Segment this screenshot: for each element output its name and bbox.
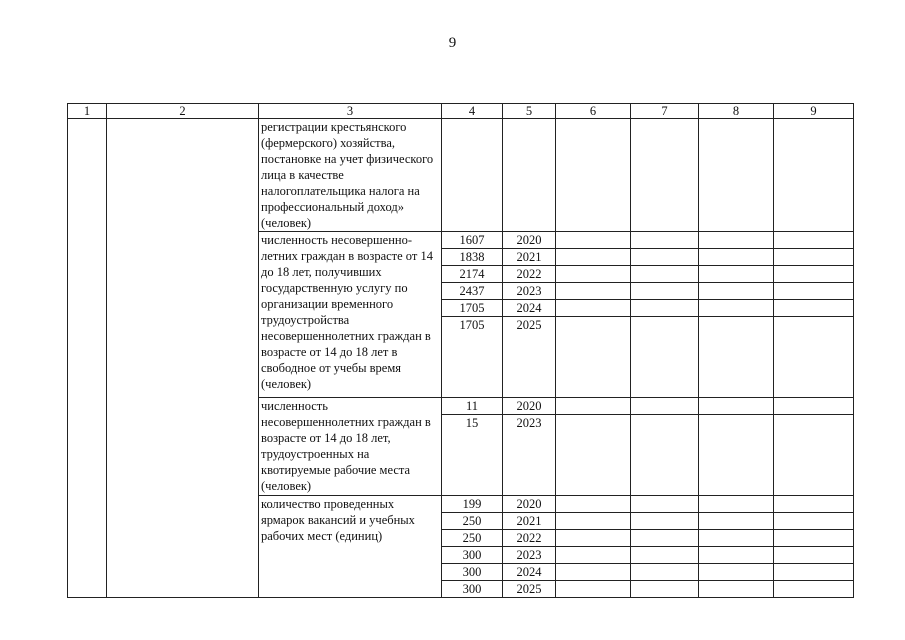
empty-cell (631, 496, 699, 513)
empty-cell (699, 415, 774, 496)
indicator-year: 2025 (503, 317, 556, 398)
indicator-value: 300 (442, 564, 503, 581)
indicator-value: 250 (442, 513, 503, 530)
empty-cell (774, 398, 854, 415)
empty-cell (556, 513, 631, 530)
empty-cell (699, 119, 774, 232)
empty-cell (556, 300, 631, 317)
empty-cell (556, 232, 631, 249)
indicator-year: 2025 (503, 581, 556, 598)
empty-cell (631, 249, 699, 266)
column-header-row (68, 104, 854, 119)
indicator-value: 2174 (442, 266, 503, 283)
empty-cell (774, 266, 854, 283)
table-row (68, 119, 854, 232)
empty-cell (631, 266, 699, 283)
empty-cell (699, 564, 774, 581)
indicator-value: 199 (442, 496, 503, 513)
column-header-6: 6 (556, 104, 631, 119)
column-header-9: 9 (774, 104, 854, 119)
empty-cell (556, 119, 631, 232)
empty-cell (774, 232, 854, 249)
empty-cell (556, 496, 631, 513)
indicator-text: численность несовершенно-летних граждан в возрасте от 14 до 18 лет, получивших государственную услугу по организации временного трудоустройства несовершеннолетних граждан в возрасте от 14 до 18 лет в свободное от учебы время (человек) (259, 232, 442, 398)
column-header-7: 7 (631, 104, 699, 119)
empty-cell (699, 581, 774, 598)
empty-cell (774, 496, 854, 513)
indicator-year: 2022 (503, 266, 556, 283)
indicator-text: регистрации крестьянского (фермерского) хозяйства, постановке на учет физического лица в качестве налогоплательщика налога на профессиональный доход» (человек) (259, 119, 442, 232)
indicator-value: 300 (442, 581, 503, 598)
empty-cell (699, 300, 774, 317)
empty-cell (631, 398, 699, 415)
empty-cell (556, 283, 631, 300)
empty-cell (556, 266, 631, 283)
indicator-value: 1838 (442, 249, 503, 266)
indicator-year: 2021 (503, 513, 556, 530)
empty-cell (774, 513, 854, 530)
empty-cell (442, 119, 503, 232)
empty-cell (556, 415, 631, 496)
col-2-cell (107, 119, 259, 598)
indicator-year: 2023 (503, 415, 556, 496)
indicator-text: численность несовершеннолетних граждан в возрасте от 14 до 18 лет, трудоустроенных на квотируемые рабочие места (человек) (259, 398, 442, 496)
indicator-year: 2024 (503, 300, 556, 317)
empty-cell (774, 547, 854, 564)
indicator-value: 15 (442, 415, 503, 496)
column-header-8: 8 (699, 104, 774, 119)
empty-cell (631, 513, 699, 530)
empty-cell (774, 564, 854, 581)
indicator-value: 2437 (442, 283, 503, 300)
indicator-year: 2020 (503, 496, 556, 513)
indicator-year: 2021 (503, 249, 556, 266)
empty-cell (774, 300, 854, 317)
indicator-year: 2023 (503, 283, 556, 300)
empty-cell (631, 530, 699, 547)
column-header-5: 5 (503, 104, 556, 119)
empty-cell (699, 266, 774, 283)
empty-cell (556, 317, 631, 398)
column-header-2: 2 (107, 104, 259, 119)
empty-cell (774, 530, 854, 547)
empty-cell (631, 564, 699, 581)
empty-cell (556, 547, 631, 564)
empty-cell (699, 249, 774, 266)
empty-cell (699, 547, 774, 564)
page-number: 9 (448, 35, 457, 51)
empty-cell (556, 581, 631, 598)
empty-cell (774, 283, 854, 300)
empty-cell (631, 232, 699, 249)
empty-cell (774, 415, 854, 496)
indicator-value: 250 (442, 530, 503, 547)
empty-cell (631, 300, 699, 317)
empty-cell (631, 317, 699, 398)
indicator-value: 1705 (442, 300, 503, 317)
indicator-text: количество проведенных ярмарок вакансий и учебных рабочих мест (единиц) (259, 496, 442, 598)
indicator-year: 2020 (503, 232, 556, 249)
indicator-value: 11 (442, 398, 503, 415)
empty-cell (631, 581, 699, 598)
indicator-value: 1705 (442, 317, 503, 398)
indicator-value: 300 (442, 547, 503, 564)
empty-cell (556, 398, 631, 415)
empty-cell (774, 249, 854, 266)
indicator-year: 2020 (503, 398, 556, 415)
empty-cell (699, 496, 774, 513)
empty-cell (556, 564, 631, 581)
program-indicators-table (67, 103, 854, 598)
indicator-year: 2022 (503, 530, 556, 547)
indicator-year: 2023 (503, 547, 556, 564)
empty-cell (631, 119, 699, 232)
empty-cell (774, 581, 854, 598)
column-header-4: 4 (442, 104, 503, 119)
empty-cell (699, 530, 774, 547)
empty-cell (774, 119, 854, 232)
empty-cell (699, 232, 774, 249)
indicator-value: 1607 (442, 232, 503, 249)
col-1-cell (68, 119, 107, 598)
empty-cell (699, 513, 774, 530)
empty-cell (774, 317, 854, 398)
empty-cell (631, 283, 699, 300)
indicator-year: 2024 (503, 564, 556, 581)
empty-cell (631, 547, 699, 564)
empty-cell (556, 530, 631, 547)
empty-cell (699, 398, 774, 415)
empty-cell (699, 317, 774, 398)
column-header-3: 3 (259, 104, 442, 119)
empty-cell (631, 415, 699, 496)
empty-cell (503, 119, 556, 232)
column-header-1: 1 (68, 104, 107, 119)
empty-cell (556, 249, 631, 266)
empty-cell (699, 283, 774, 300)
